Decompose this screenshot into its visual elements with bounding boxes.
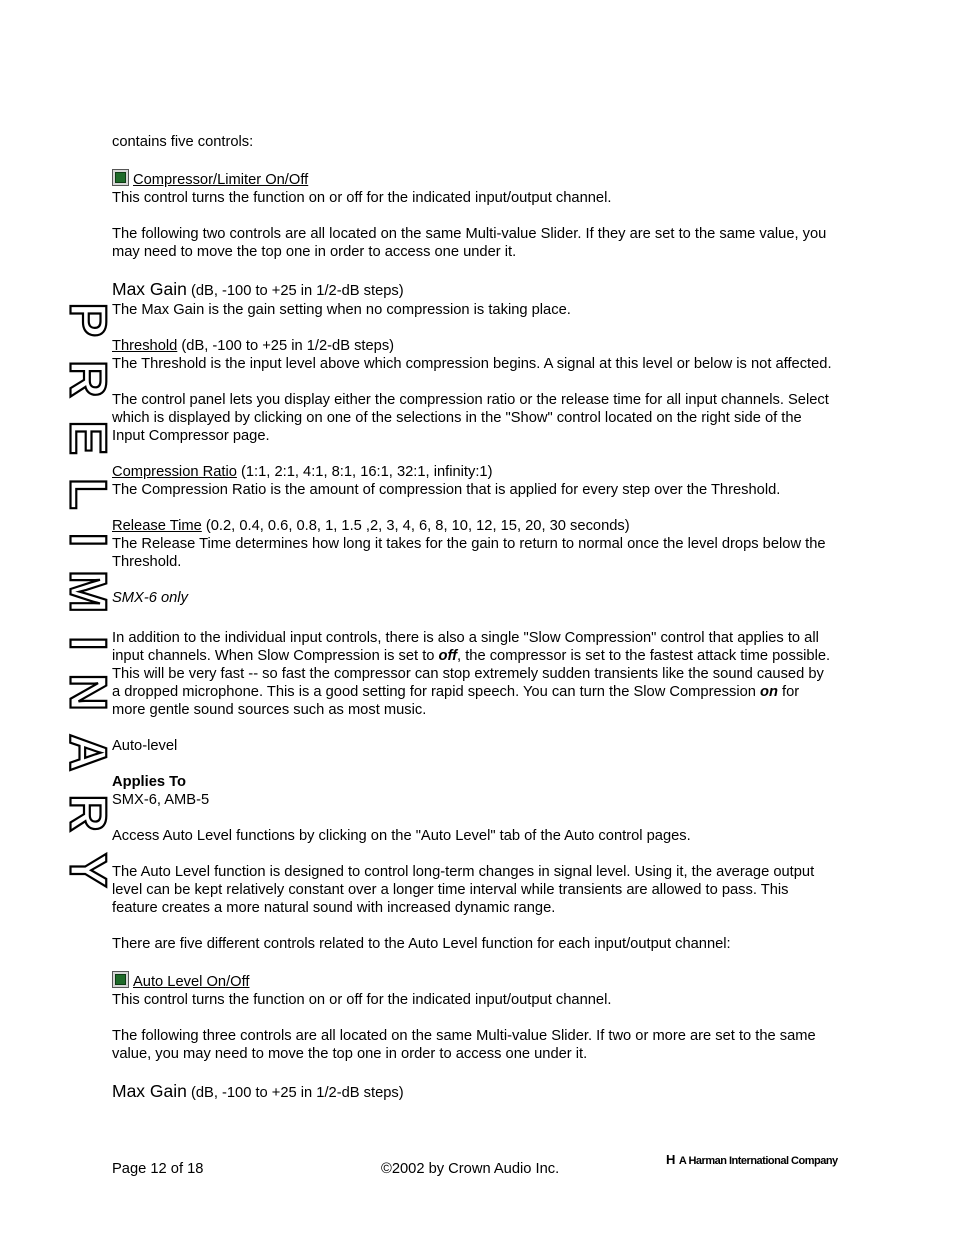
access-auto-text: Access Auto Level functions by clicking on the "Auto Level" tab of the Auto control pages. <box>112 828 691 844</box>
threshold-title: Threshold <box>112 338 178 354</box>
compression-ratio-title: Compression Ratio <box>112 464 237 480</box>
harman-logo-mark: H <box>666 1152 675 1167</box>
slow-comp-part1: In addition to the individual input controls, there is also a single "Slow Compression" control that applies to all input channels. When Slow Compression is set to <box>112 630 819 664</box>
applies-to-label: Applies To <box>112 774 186 790</box>
threshold-desc: The Threshold is the input level above which compression begins. A signal at this level or below is not affected. <box>112 356 832 372</box>
max-gain-2-title: Max Gain <box>112 1081 187 1101</box>
threshold-range: (dB, -100 to +25 in 1/2-dB steps) <box>177 338 395 354</box>
copyright-text: ©2002 by Crown Audio Inc. <box>381 1161 560 1177</box>
intro-text: contains five controls: <box>112 134 254 150</box>
max-gain-title: Max Gain <box>112 279 187 299</box>
auto-onoff-desc: This control turns the function on or off for the indicated input/output channel. <box>112 992 612 1008</box>
release-time-title: Release Time <box>112 518 202 534</box>
max-gain-heading <box>112 279 836 301</box>
document-body <box>112 133 836 1103</box>
compression-ratio-desc: The Compression Ratio is the amount of compression that is applied for every step over the Threshold. <box>112 482 781 498</box>
auto-level-heading: Auto-level <box>112 738 178 754</box>
max-gain-desc: The Max Gain is the gain setting when no compression is taking place. <box>112 302 571 318</box>
applies-to-value: SMX-6, AMB-5 <box>112 792 210 808</box>
auto-onoff-heading <box>112 971 836 991</box>
auto-onoff-label: Auto Level On/Off <box>133 974 250 990</box>
auto-level-desc: The Auto Level function is designed to control long-term changes in signal level. Using it, the average output level can be kept relatively constant over a longer time interval while transients are allowed to pass. This feature creates a more natural sound with increased dynamic range. <box>112 864 815 916</box>
release-time-desc: The Release Time determines how long it takes for the gain to return to normal once the level drops below the Threshold. <box>112 536 826 570</box>
slow-comp-off: off <box>438 648 458 664</box>
compressor-onoff-desc: This control turns the function on or off for the indicated input/output channel. <box>112 190 612 206</box>
compressor-onoff-heading <box>112 169 836 189</box>
release-time-heading <box>112 517 836 535</box>
slow-comp-on: on <box>760 684 778 700</box>
control-panel-text: The control panel lets you display either the compression ratio or the release time for all input channels. Select which is displayed by clicking on one of the selections in the "Show" control located on the right side of the Input Compressor page. <box>112 392 829 444</box>
slow-compression-text <box>112 629 836 719</box>
compression-ratio-range: (1:1, 2:1, 4:1, 8:1, 16:1, 32:1, infinity:1) <box>236 464 493 480</box>
max-gain-2-range: (dB, -100 to +25 in 1/2-dB steps) <box>186 1085 404 1101</box>
watermark-text: PRELIMINARY <box>58 302 117 888</box>
five-controls-text: There are five different controls related to the Auto Level function for each input/output channel: <box>112 936 731 952</box>
preliminary-watermark <box>58 300 117 890</box>
following-three-text: The following three controls are all located on the same Multi-value Slider. If two or more are set to the same value, you may need to move the top one in order to access one under it. <box>112 1028 816 1062</box>
slow-comp-part2: , the compressor is set to the fastest attack time possible. This will be very fast -- so fast the compressor can stop extremely sudden transients like the sound caused by a dropped microphone. This is a good setting for rapid speech. You can turn the Slow Compression <box>112 648 831 700</box>
max-gain-2-heading <box>112 1081 836 1103</box>
slow-comp-part3: for more gentle sound sources such as most music. <box>112 684 800 718</box>
following-two-text: The following two controls are all located on the same Multi-value Slider. If they are set to the same value, you may need to move the top one in order to access one under it. <box>112 226 827 260</box>
release-time-range: (0.2, 0.4, 0.6, 0.8, 1, 1.5 ,2, 3, 4, 6, 8, 10, 12, 15, 20, 30 seconds) <box>201 518 630 534</box>
toggle-control-icon <box>112 971 129 988</box>
max-gain-range: (dB, -100 to +25 in 1/2-dB steps) <box>186 283 404 299</box>
compressor-onoff-label: Compressor/Limiter On/Off <box>133 172 309 188</box>
page-number: Page 12 of 18 <box>112 1161 204 1177</box>
threshold-heading <box>112 337 836 355</box>
smx-only-note: SMX-6 only <box>112 590 188 606</box>
toggle-control-icon <box>112 169 129 186</box>
harman-logo <box>666 1152 838 1167</box>
compression-ratio-heading <box>112 463 836 481</box>
harman-logo-text: A Harman International Company <box>678 1155 838 1167</box>
